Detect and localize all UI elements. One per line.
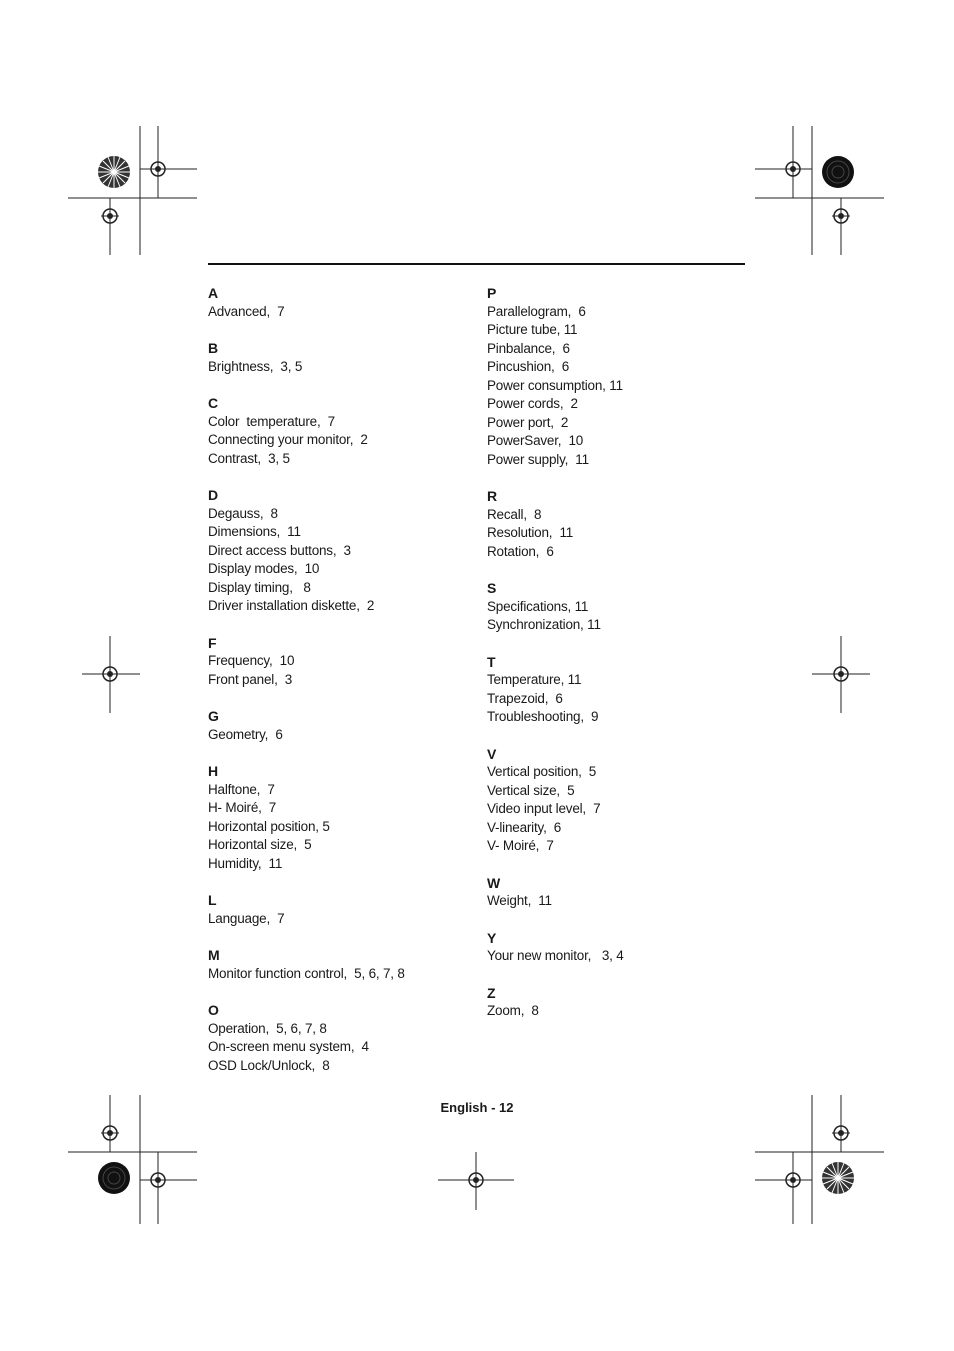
index-entry: Operation, 5, 6, 7, 8 xyxy=(208,1020,327,1036)
dark-disc-mark xyxy=(98,1162,130,1194)
index-section xyxy=(487,653,747,727)
index-entry: Synchronization, 11 xyxy=(487,617,601,632)
index-entry: Advanced, 7 xyxy=(208,303,285,319)
starburst-mark xyxy=(98,156,130,188)
index-entry: Humidity, 11 xyxy=(208,855,283,871)
section-letter: S xyxy=(487,580,497,596)
index-column-left xyxy=(208,284,468,1093)
section-letter: H xyxy=(208,763,219,779)
index-entry: Weight, 11 xyxy=(487,893,552,908)
index-section xyxy=(208,762,468,873)
index-entry: Dimensions, 11 xyxy=(208,524,301,539)
index-entry: Front panel, 3 xyxy=(208,671,293,687)
index-section xyxy=(487,284,747,469)
index-entry: Contrast, 3, 5 xyxy=(208,450,290,466)
index-entry: Direct access buttons, 3 xyxy=(208,542,351,558)
index-entry: Trapezoid, 6 xyxy=(487,690,563,706)
index-entry: Pinbalance, 6 xyxy=(487,340,570,356)
section-letter: O xyxy=(208,1002,219,1018)
index-section xyxy=(208,486,468,616)
index-entry: Power port, 2 xyxy=(487,414,569,430)
index-entry: Recall, 8 xyxy=(487,506,542,522)
starburst-mark xyxy=(822,1162,854,1194)
index-entry: Troubleshooting, 9 xyxy=(487,709,599,724)
page-number: English - 12 xyxy=(440,1100,514,1115)
index-entry: Temperature, 11 xyxy=(487,672,582,687)
index-entry: Language, 7 xyxy=(208,910,285,926)
section-letter: V xyxy=(487,745,497,762)
index-entry: Resolution, 11 xyxy=(487,525,574,540)
index-entry: Halftone, 7 xyxy=(208,781,275,797)
index-entry: Geometry, 6 xyxy=(208,726,283,742)
index-section xyxy=(208,339,468,376)
index-entry: Color temperature, 7 xyxy=(208,413,335,429)
section-letter: R xyxy=(487,488,498,504)
section-letter: M xyxy=(208,947,220,963)
index-section xyxy=(487,929,747,966)
section-letter: C xyxy=(208,395,219,411)
section-letter: D xyxy=(208,487,219,503)
index-entry: Vertical position, 5 xyxy=(487,764,597,779)
index-entry: Zoom, 8 xyxy=(487,1003,539,1018)
index-entry: Picture tube, 11 xyxy=(487,322,578,337)
index-column-right xyxy=(487,284,747,1039)
index-entry: H- Moiré, 7 xyxy=(208,800,277,815)
index-entry: Display timing, 8 xyxy=(208,579,311,595)
index-entry: Display modes, 10 xyxy=(208,561,320,576)
index-section xyxy=(487,579,747,635)
index-entry: Brightness, 3, 5 xyxy=(208,358,303,374)
dark-disc-mark xyxy=(822,156,854,188)
index-entry: Video input level, 7 xyxy=(487,801,601,816)
index-entry: OSD Lock/Unlock, 8 xyxy=(208,1057,330,1073)
section-letter: A xyxy=(208,285,219,301)
index-entry: Vertical size, 5 xyxy=(487,782,575,798)
index-section xyxy=(208,946,468,983)
section-letter: L xyxy=(208,892,217,908)
index-entry: Parallelogram, 6 xyxy=(487,303,586,319)
index-section xyxy=(208,891,468,928)
section-letter: W xyxy=(487,874,501,891)
index-entry: V-linearity, 6 xyxy=(487,819,562,835)
section-letter: F xyxy=(208,634,217,651)
section-letter: G xyxy=(208,708,219,724)
index-entry: Degauss, 8 xyxy=(208,505,278,521)
index-entry: Connecting your monitor, 2 xyxy=(208,432,368,447)
index-entry: Power cords, 2 xyxy=(487,396,578,411)
index-entry: Frequency, 10 xyxy=(208,653,295,668)
index-entry: Your new monitor, 3, 4 xyxy=(487,948,624,963)
index-section xyxy=(208,284,468,321)
index-entry: Pincushion, 6 xyxy=(487,359,570,374)
index-section xyxy=(208,1001,468,1075)
index-entry: Monitor function control, 5, 6, 7, 8 xyxy=(208,965,405,981)
index-section xyxy=(208,394,468,468)
index-entry: Specifications, 11 xyxy=(487,598,589,614)
index-entry: Rotation, 6 xyxy=(487,543,554,559)
index-entry: Horizontal position, 5 xyxy=(208,818,330,834)
index-entry: Power consumption, 11 xyxy=(487,377,623,393)
index-entry: V- Moiré, 7 xyxy=(487,838,554,853)
section-letter: T xyxy=(487,653,496,670)
section-letter: B xyxy=(208,340,219,356)
index-entry: Power supply, 11 xyxy=(487,451,589,467)
index-section xyxy=(487,874,747,911)
section-letter: Z xyxy=(487,984,496,1001)
index-entry: On-screen menu system, 4 xyxy=(208,1039,369,1054)
header-rule xyxy=(208,263,745,265)
section-letter: P xyxy=(487,285,497,301)
index-section xyxy=(487,984,747,1021)
index-section xyxy=(208,707,468,744)
index-section xyxy=(487,487,747,561)
index-entry: Driver installation diskette, 2 xyxy=(208,598,375,613)
index-entry: PowerSaver, 10 xyxy=(487,433,584,448)
index-section xyxy=(208,634,468,690)
section-letter: Y xyxy=(487,929,497,946)
index-section xyxy=(487,745,747,856)
index-entry: Horizontal size, 5 xyxy=(208,837,312,852)
